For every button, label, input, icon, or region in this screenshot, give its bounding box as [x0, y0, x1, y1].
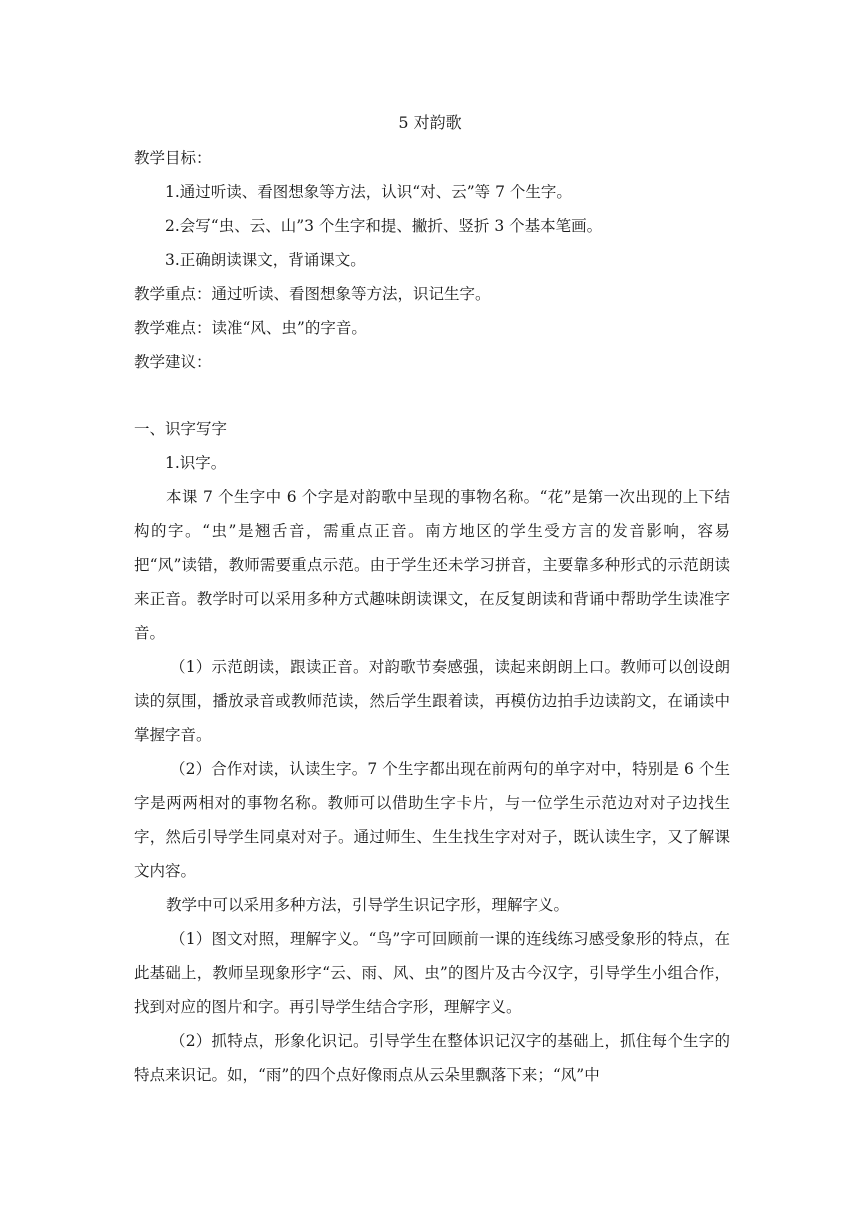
objective-item-3: 3.正确朗读课文，背诵课文。	[165, 251, 366, 269]
body-paragraph-6: （2）抓特点，形象化识记。引导学生在整体识记汉字的基础上，抓住每个生字的特点来识记。如，“雨”的四个点好像雨点从云朵里飘落下来；“风”中	[134, 1032, 730, 1084]
body-paragraph-2: （1）示范朗读，跟读正音。对韵歌节奏感强，读起来朗朗上口。教师可以创设朗读的氛围，播放录音或教师范读，然后学生跟着读，再模仿边拍手边读韵文，在诵读中掌握字音。	[134, 658, 730, 744]
suggestion-label: 教学建议：	[134, 353, 212, 371]
objectives-label: 教学目标：	[134, 149, 212, 167]
lesson-title: 5 对韵歌	[398, 113, 462, 132]
difficulty: 教学难点：读准“风、虫”的字音。	[134, 319, 367, 337]
objective-item-1: 1.通过听读、看图想象等方法，认识“对、云”等 7 个生字。	[165, 183, 572, 201]
body-paragraph-5: （1）图文对照，理解字义。“鸟”字可回顾前一课的连线练习感受象形的特点，在此基础上，教师呈现象形字“云、雨、风、虫”的图片及古今汉字，引导学生小组合作，找到对应的图片和字。再引导学生结合字形，理解字义。	[134, 930, 730, 1016]
body-paragraph-3: （2）合作对读，认读生字。7 个生字都出现在前两句的单字对中，特别是 6 个生字是两两相对的事物名称。教师可以借助生字卡片，与一位学生示范边对对子边找生字，然后引导学生同桌对对子。通过师生、生生找生字对对子，既认读生字，又了解课文内容。	[134, 760, 730, 880]
section-heading: 一、识字写字	[134, 420, 228, 438]
body-paragraph-4: 教学中可以采用多种方法，引导学生识记字形，理解字义。	[166, 896, 570, 914]
subsection-heading: 1.识字。	[165, 454, 227, 472]
key-point: 教学重点：通过听读、看图想象等方法，识记生字。	[134, 285, 491, 303]
body-paragraph-1: 本课 7 个生字中 6 个字是对韵歌中呈现的事物名称。“花”是第一次出现的上下结构的字。“虫”是翘舌音，需重点正音。南方地区的学生受方言的发音影响，容易把“风”读错，教师需要重点示范。由于学生还未学习拼音，主要靠多种形式的示范朗读来正音。教学时可以采用多种方式趣味朗读课文，在反复朗读和背诵中帮助学生读准字音。	[134, 488, 730, 642]
objective-item-2: 2.会写“虫、云、山”3 个生字和提、撇折、竖折 3 个基本笔画。	[165, 217, 603, 235]
